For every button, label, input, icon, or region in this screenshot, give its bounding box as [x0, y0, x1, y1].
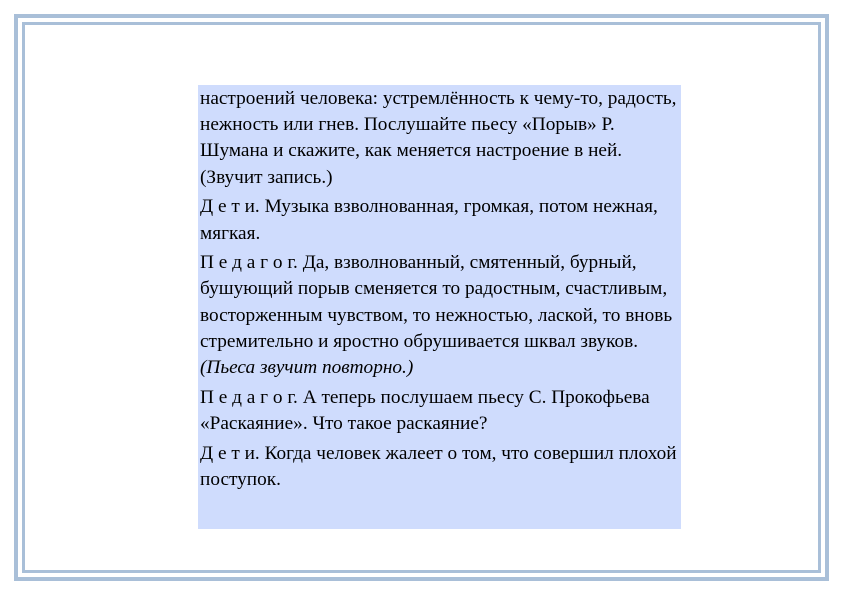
- speaker-label: П е д а г о г.: [200, 252, 298, 274]
- speaker-label: Д е т и.: [200, 196, 260, 218]
- paragraph-text: Да, взволнованный, смятенный, бурный, бушующий порыв сменяется то радостным, счастливым, восторженным чувством, то нежностью, лаской, то вновь стремительно и яростно обрушивается шквал звуков.: [200, 252, 673, 352]
- paragraph-children-reply: [200, 194, 679, 246]
- paragraph-intro: [200, 86, 679, 191]
- speaker-label: П е д а г о г.: [200, 386, 298, 408]
- paragraph-children-answer: [200, 441, 679, 493]
- paragraph-text: настроений человека: устремлённость к чему-то, радость, нежность или гнев. Послушайте пьесу «Порыв» Р. Шумана и скажите, как меняется настроение в ней. (Звучит запись.): [200, 88, 677, 188]
- paragraph-teacher-explanation: [200, 250, 679, 381]
- stage-note: (Пьеса звучит повторно.): [200, 357, 414, 379]
- paragraph-teacher-question: [200, 385, 679, 437]
- paragraph-text: Когда человек жалеет о том, что совершил плохой поступок.: [200, 442, 677, 490]
- paragraph-text: Музыка взволнованная, громкая, потом нежная, мягкая.: [200, 196, 658, 244]
- text-block: [198, 85, 681, 529]
- speaker-label: Д е т и.: [200, 442, 260, 464]
- paragraph-text: А теперь послушаем пьесу С. Прокофьева «Раскаяние». Что такое раскаяние?: [200, 386, 650, 434]
